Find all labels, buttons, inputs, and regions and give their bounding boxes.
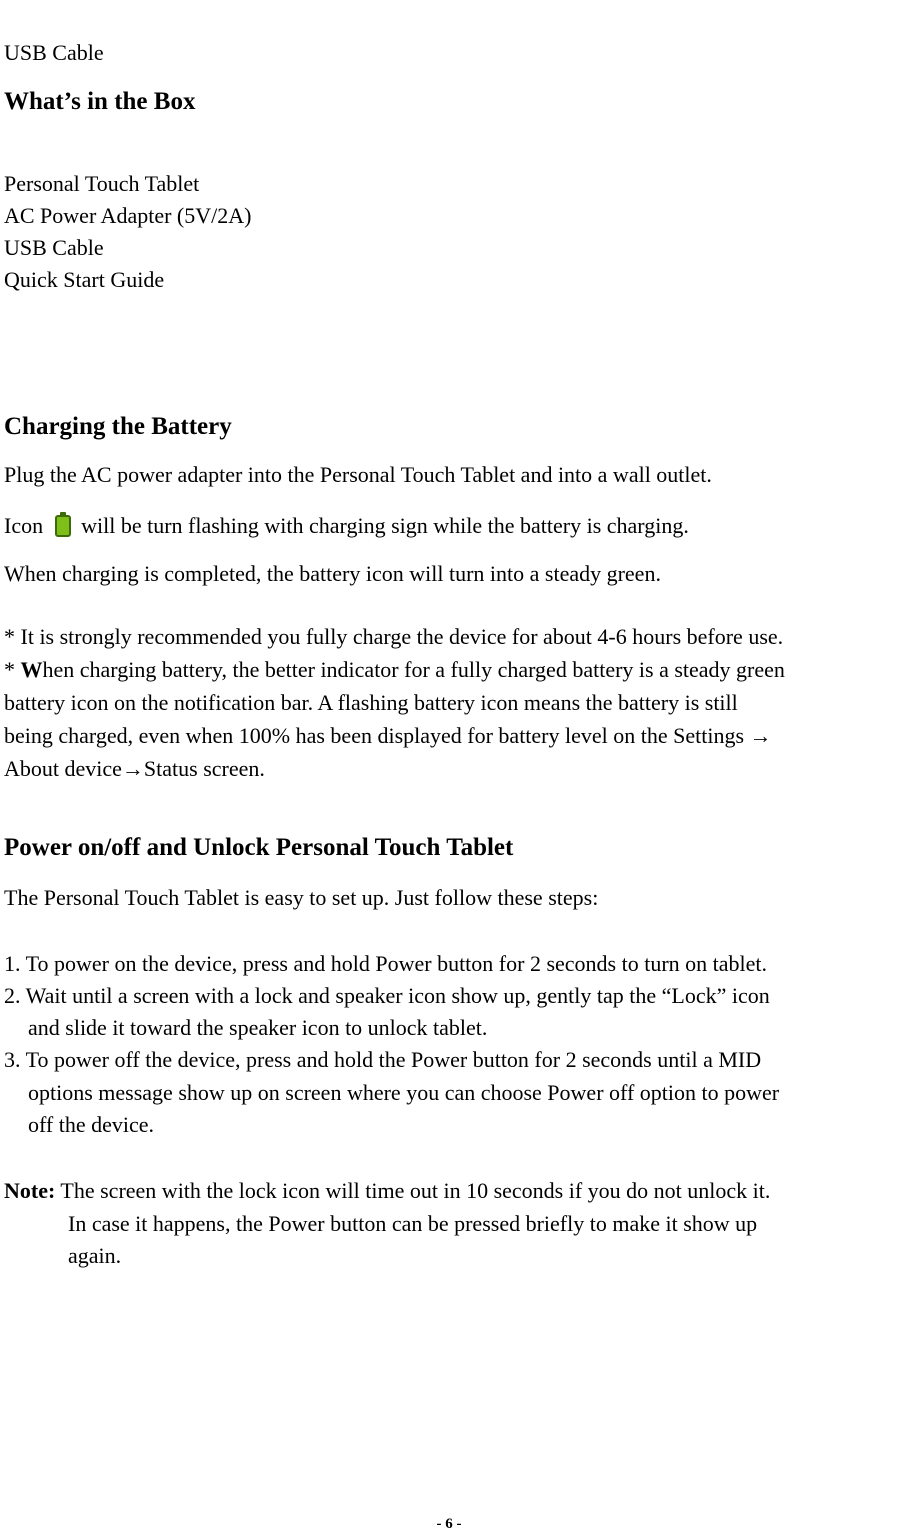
box-heading: What’s in the Box [4, 88, 196, 115]
icon-word: Icon [4, 513, 44, 538]
step-2: 2. Wait until a screen with a lock and speaker icon show up, gently tap the “Lock” icon [4, 983, 770, 1008]
note-cont: In case it happens, the Power button can be pressed briefly to make it show up [68, 1211, 758, 1236]
step-3-cont: options message show up on screen where you can choose Power off option to power [28, 1080, 780, 1105]
top-line: USB Cable [4, 40, 104, 65]
box-item: AC Power Adapter (5V/2A) [4, 203, 252, 228]
page-number: - 6 - [436, 1516, 462, 1532]
note-label: Note: [4, 1178, 56, 1203]
note-star: * [4, 657, 21, 682]
note-bold-letter: W [20, 657, 43, 682]
charging-note-2-line: About device→Status screen. [4, 756, 265, 781]
step-3-cont: off the device. [28, 1112, 155, 1137]
box-item: Personal Touch Tablet [4, 171, 200, 196]
charging-paragraph: Plug the AC power adapter into the Personal Touch Tablet and into a wall outlet. [4, 462, 712, 487]
charging-heading: Charging the Battery [4, 413, 232, 440]
step-2-cont: and slide it toward the speaker icon to unlock tablet. [28, 1015, 488, 1040]
icon-line-text: will be turn flashing with charging sign while the battery is charging. [81, 513, 689, 538]
box-item: Quick Start Guide [4, 267, 165, 292]
charging-note-2-line: being charged, even when 100% has been displayed for battery level on the Settings → [4, 723, 772, 748]
charging-note: * It is strongly recommended you fully charge the device for about 4-6 hours before use. [4, 624, 784, 649]
power-heading: Power on/off and Unlock Personal Touch Tablet [4, 834, 514, 861]
note-cont: again. [68, 1243, 122, 1268]
charging-note-2-line [4, 656, 785, 684]
charging-icon-line [4, 512, 689, 540]
step-1: 1. To power on the device, press and hold Power button for 2 seconds to turn on tablet. [4, 951, 768, 976]
power-intro: The Personal Touch Tablet is easy to set up. Just follow these steps: [4, 885, 599, 910]
note-text: hen charging battery, the better indicator for a fully charged battery is a steady green [42, 657, 785, 682]
box-item: USB Cable [4, 235, 104, 260]
charging-note-2-line: battery icon on the notification bar. A flashing battery icon means the battery is still [4, 690, 738, 715]
charging-complete: When charging is completed, the battery icon will turn into a steady green. [4, 561, 661, 586]
step-3: 3. To power off the device, press and hold the Power button for 2 seconds until a MID [4, 1047, 762, 1072]
note-text: The screen with the lock icon will time out in 10 seconds if you do not unlock it. [55, 1178, 771, 1203]
battery-icon [55, 515, 71, 537]
note-line [4, 1177, 770, 1205]
